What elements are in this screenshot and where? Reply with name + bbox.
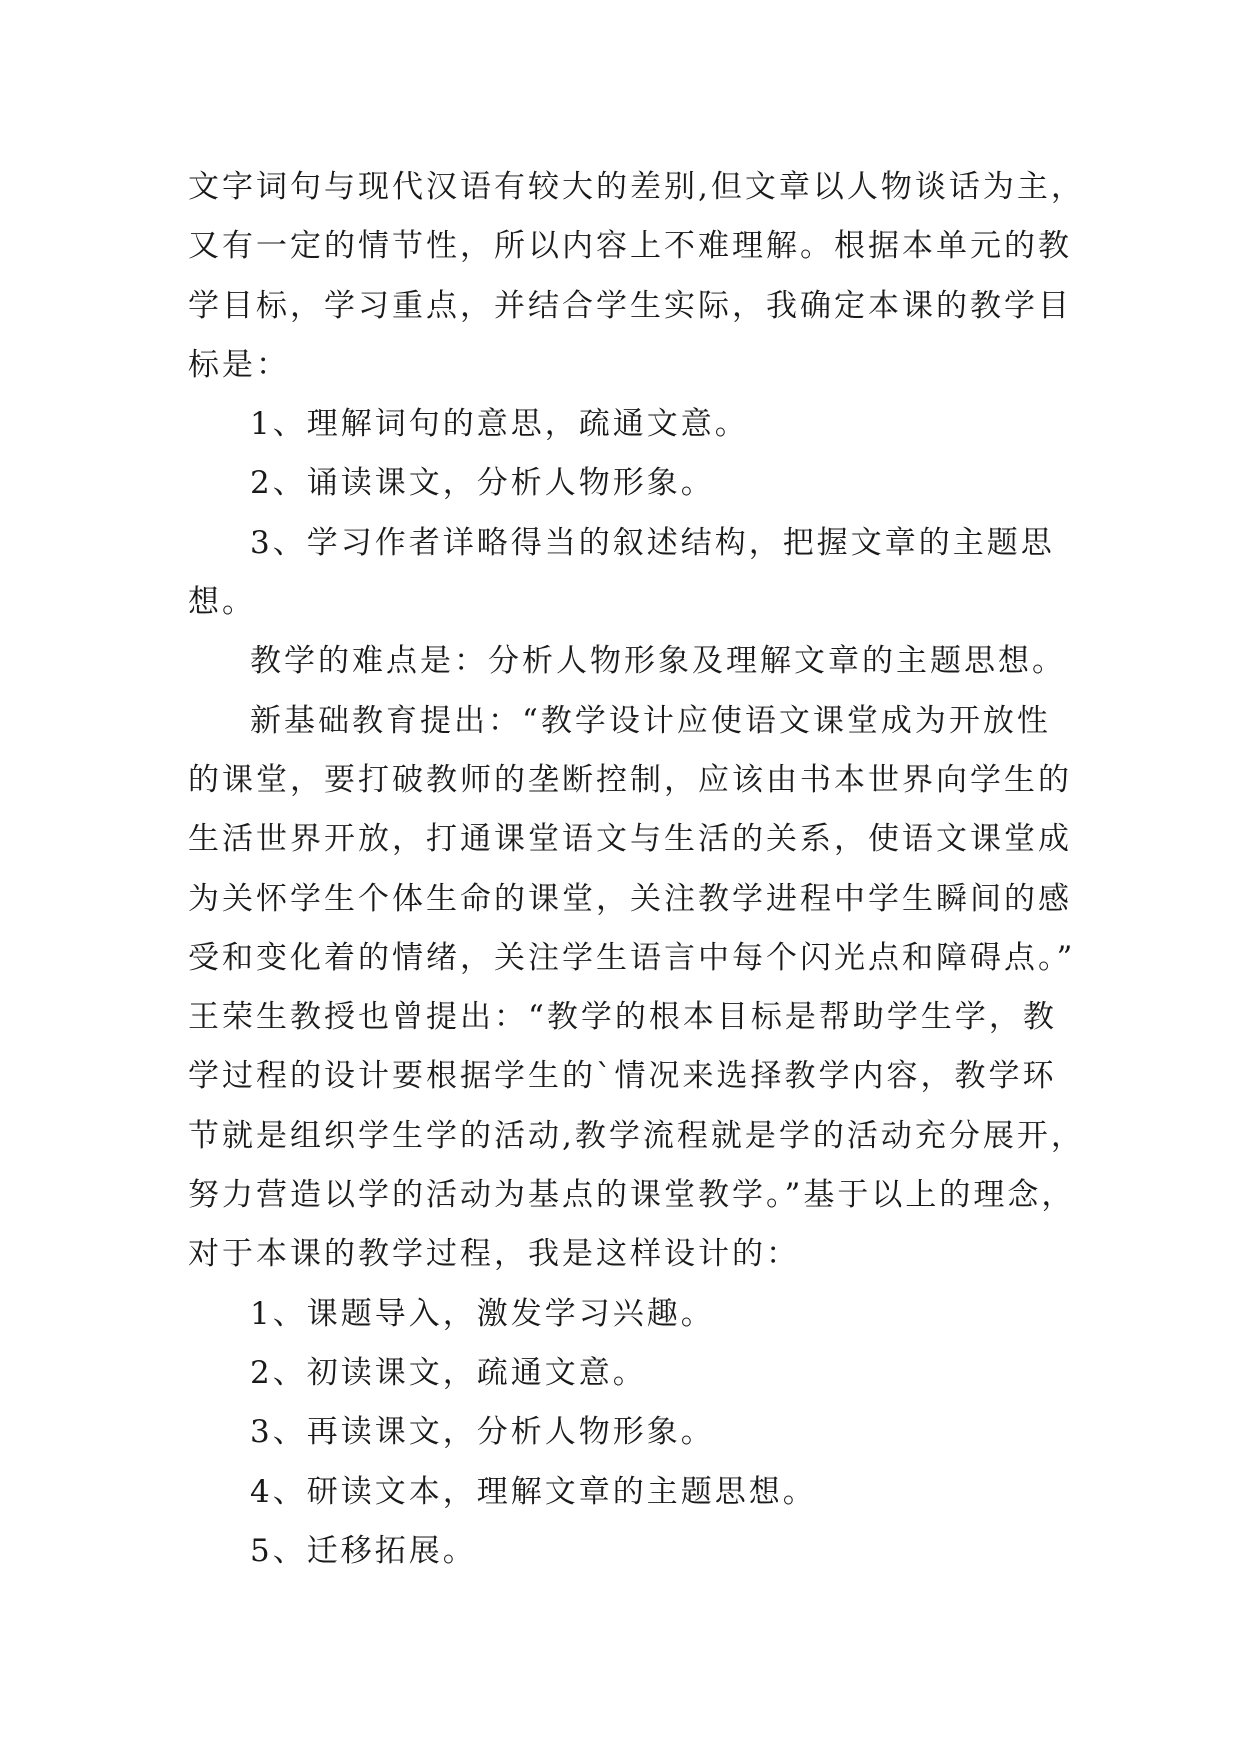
difficulty-paragraph: 教学的难点是：分析人物形象及理解文章的主题思想。: [250, 643, 1066, 680]
process-step: 3、再读课文，分析人物形象。: [250, 1414, 715, 1451]
text-line: 文字词句与现代汉语有较大的差别,但文章以人物谈话为主，: [188, 169, 1085, 205]
text-line: 想。: [188, 584, 256, 621]
text-line: 生活世界开放，打通课堂语文与生活的关系，使语文课堂成: [188, 821, 1072, 858]
text-line: 为关怀学生个体生命的课堂，关注教学进程中学生瞬间的感: [188, 880, 1072, 917]
objective-item: 1、理解词句的意思，疏通文意。: [250, 406, 749, 443]
text-line: 王荣生教授也曾提出：“教学的根本目标是帮助学生学，教: [188, 999, 1057, 1036]
process-step: 2、初读课文，疏通文意。: [250, 1354, 647, 1391]
process-step: 5、迁移拓展。: [250, 1532, 477, 1569]
text-line: 学过程的设计要根据学生的`情况来选择教学内容，教学环: [188, 1058, 1057, 1095]
objective-item: 2、诵读课文，分析人物形象。: [250, 465, 715, 502]
text-line: 努力营造以学的活动为基点的课堂教学。”基于以上的理念，: [188, 1177, 1076, 1214]
text-line: 又有一定的情节性，所以内容上不难理解。根据本单元的教: [188, 228, 1072, 265]
text-line: 学目标，学习重点，并结合学生实际，我确定本课的教学目: [188, 287, 1072, 324]
text-line: 节就是组织学生学的活动,教学流程就是学的活动充分展开，: [188, 1117, 1085, 1154]
text-line: 的课堂，要打破教师的垄断控制，应该由书本世界向学生的: [188, 761, 1072, 798]
text-line: 对于本课的教学过程，我是这样设计的：: [188, 1236, 800, 1273]
process-step: 1、课题导入，激发学习兴趣。: [250, 1295, 715, 1332]
objective-item: 3、学习作者详略得当的叙述结构，把握文章的主题思: [250, 524, 1055, 561]
text-line: 标是：: [188, 346, 290, 383]
text-line: 新基础教育提出：“教学设计应使语文课堂成为开放性: [250, 702, 1051, 739]
body-text: [188, 158, 1088, 1581]
text-line: 受和变化着的情绪，关注学生语言中每个闪光点和障碍点。”: [188, 939, 1076, 976]
process-step: 4、研读文本，理解文章的主题思想。: [250, 1473, 817, 1510]
